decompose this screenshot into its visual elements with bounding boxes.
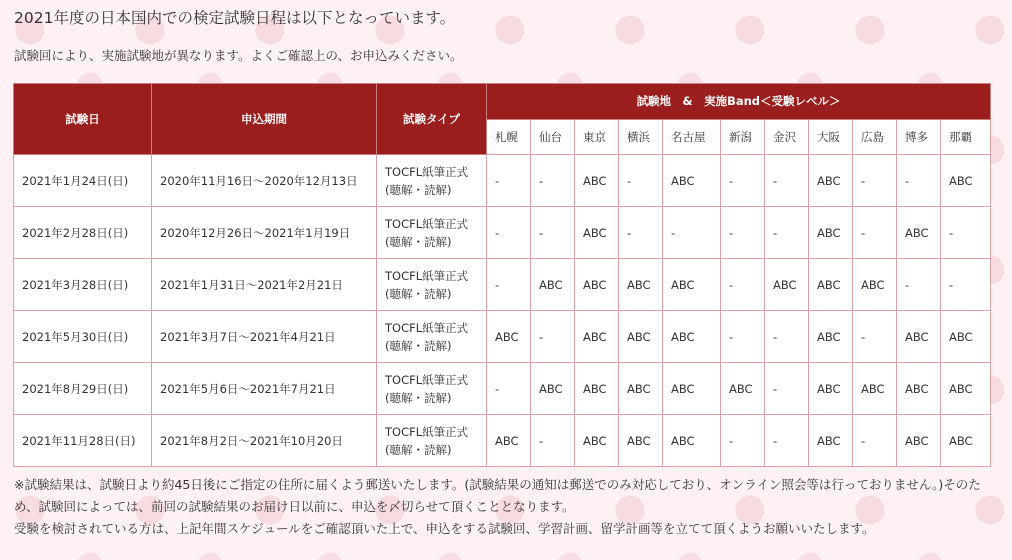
header-location: 金沢 bbox=[765, 119, 809, 155]
intro-text: 試験回により、実施試験地が異なります。よくご確認上の、お申込みください。 bbox=[14, 48, 463, 63]
location-band-cell: ABC bbox=[941, 155, 991, 207]
location-band-cell: - bbox=[765, 207, 809, 259]
table-header bbox=[14, 84, 991, 155]
location-band-cell: ABC bbox=[897, 207, 941, 259]
exam-type-cell bbox=[377, 207, 487, 259]
application-period-cell: 2020年11月16日～2020年12月13日 bbox=[152, 155, 377, 207]
exam-type-cell bbox=[377, 155, 487, 207]
location-band-cell: ABC bbox=[619, 415, 663, 467]
header-location: 仙台 bbox=[531, 119, 575, 155]
exam-date-cell: 2021年1月24日(日) bbox=[14, 155, 152, 207]
location-band-cell: ABC bbox=[853, 259, 897, 311]
header-location: 札幌 bbox=[487, 119, 531, 155]
location-band-cell: ABC bbox=[809, 415, 853, 467]
location-band-cell: - bbox=[531, 311, 575, 363]
location-band-cell: ABC bbox=[531, 259, 575, 311]
location-band-cell: ABC bbox=[663, 259, 721, 311]
exam-type-cell bbox=[377, 363, 487, 415]
table-body bbox=[14, 155, 991, 467]
table-row bbox=[14, 207, 991, 259]
exam-type-name: TOCFL紙筆正式 bbox=[385, 320, 469, 335]
exam-type-sections: (聴解・読解) bbox=[385, 182, 452, 197]
location-band-cell: - bbox=[487, 207, 531, 259]
exam-date-cell: 2021年2月28日(日) bbox=[14, 207, 152, 259]
exam-date-cell: 2021年3月28日(日) bbox=[14, 259, 152, 311]
exam-type-name: TOCFL紙筆正式 bbox=[385, 424, 469, 439]
location-band-cell: - bbox=[853, 415, 897, 467]
location-band-cell: - bbox=[619, 155, 663, 207]
location-band-cell: - bbox=[531, 207, 575, 259]
location-band-cell: ABC bbox=[575, 311, 619, 363]
location-band-cell: ABC bbox=[531, 363, 575, 415]
location-band-cell: ABC bbox=[897, 311, 941, 363]
exam-type-sections: (聴解・読解) bbox=[385, 338, 452, 353]
location-band-cell: ABC bbox=[941, 363, 991, 415]
location-band-cell: - bbox=[897, 155, 941, 207]
location-band-cell: - bbox=[853, 207, 897, 259]
location-band-cell: ABC bbox=[897, 363, 941, 415]
exam-type-sections: (聴解・読解) bbox=[385, 286, 452, 301]
header-exam-type: 試験タイプ bbox=[377, 84, 487, 155]
location-band-cell: - bbox=[721, 311, 765, 363]
location-band-cell: ABC bbox=[721, 363, 765, 415]
table-row bbox=[14, 155, 991, 207]
header-location: 大阪 bbox=[809, 119, 853, 155]
exam-type-sections: (聴解・読解) bbox=[385, 234, 452, 249]
exam-type-cell bbox=[377, 259, 487, 311]
location-band-cell: - bbox=[765, 311, 809, 363]
page-heading: 2021年度の日本国内での検定試験日程は以下となっています。 bbox=[14, 9, 456, 27]
header-application-period: 申込期間 bbox=[152, 84, 377, 155]
location-band-cell: - bbox=[487, 259, 531, 311]
exam-type-name: TOCFL紙筆正式 bbox=[385, 268, 469, 283]
location-band-cell: - bbox=[853, 311, 897, 363]
location-band-cell: - bbox=[721, 259, 765, 311]
location-band-cell: - bbox=[941, 207, 991, 259]
location-band-cell: - bbox=[721, 207, 765, 259]
location-band-cell: ABC bbox=[941, 311, 991, 363]
header-locations-group: 試験地 & 実施Band＜受験レベル＞ bbox=[487, 84, 991, 120]
location-band-cell: ABC bbox=[619, 363, 663, 415]
table-row bbox=[14, 363, 991, 415]
header-location: 広島 bbox=[853, 119, 897, 155]
location-band-cell: ABC bbox=[575, 259, 619, 311]
location-band-cell: - bbox=[721, 155, 765, 207]
application-period-cell: 2021年3月7日～2021年4月21日 bbox=[152, 311, 377, 363]
header-location: 東京 bbox=[575, 119, 619, 155]
location-band-cell: ABC bbox=[663, 155, 721, 207]
application-period-cell: 2021年8月2日～2021年10月20日 bbox=[152, 415, 377, 467]
location-band-cell: - bbox=[487, 363, 531, 415]
location-band-cell: ABC bbox=[487, 311, 531, 363]
location-band-cell: ABC bbox=[619, 259, 663, 311]
table-row bbox=[14, 259, 991, 311]
location-band-cell: ABC bbox=[575, 207, 619, 259]
header-location: 名古屋 bbox=[663, 119, 721, 155]
location-band-cell: ABC bbox=[575, 415, 619, 467]
location-band-cell: ABC bbox=[663, 363, 721, 415]
exam-type-name: TOCFL紙筆正式 bbox=[385, 164, 469, 179]
exam-type-cell bbox=[377, 311, 487, 363]
exam-date-cell: 2021年5月30日(日) bbox=[14, 311, 152, 363]
note-results: ※試験結果は、試験日より約45日後にご指定の住所に届くよう郵送いたします。(試験結果の通知は郵送でのみ対応しており、オンライン照会等は行っておりません。)そのため、試験回によっては、前回の試験結果のお届け日以前に、申込を〆切らせて頂くこととなります。 bbox=[14, 477, 981, 514]
location-band-cell: - bbox=[721, 415, 765, 467]
location-band-cell: - bbox=[941, 259, 991, 311]
location-band-cell: ABC bbox=[809, 311, 853, 363]
header-location: 新潟 bbox=[721, 119, 765, 155]
location-band-cell: - bbox=[531, 415, 575, 467]
location-band-cell: ABC bbox=[619, 311, 663, 363]
location-band-cell: ABC bbox=[897, 415, 941, 467]
location-band-cell: ABC bbox=[487, 415, 531, 467]
exam-type-name: TOCFL紙筆正式 bbox=[385, 216, 469, 231]
location-band-cell: - bbox=[897, 259, 941, 311]
location-band-cell: ABC bbox=[853, 363, 897, 415]
location-band-cell: - bbox=[765, 363, 809, 415]
table-row bbox=[14, 311, 991, 363]
location-band-cell: - bbox=[531, 155, 575, 207]
header-exam-date: 試験日 bbox=[14, 84, 152, 155]
location-band-cell: ABC bbox=[809, 207, 853, 259]
location-band-cell: - bbox=[663, 207, 721, 259]
location-band-cell: ABC bbox=[809, 363, 853, 415]
location-band-cell: - bbox=[619, 207, 663, 259]
location-band-cell: ABC bbox=[663, 311, 721, 363]
exam-schedule-table bbox=[13, 83, 991, 467]
location-band-cell: ABC bbox=[575, 155, 619, 207]
exam-date-cell: 2021年8月29日(日) bbox=[14, 363, 152, 415]
exam-type-sections: (聴解・読解) bbox=[385, 442, 452, 457]
location-band-cell: - bbox=[853, 155, 897, 207]
location-band-cell: - bbox=[487, 155, 531, 207]
header-location: 那覇 bbox=[941, 119, 991, 155]
application-period-cell: 2020年12月26日～2021年1月19日 bbox=[152, 207, 377, 259]
header-location: 博多 bbox=[897, 119, 941, 155]
location-band-cell: ABC bbox=[809, 155, 853, 207]
note-planning: 受験を検討されている方は、上記年間スケジュールをご確認頂いた上で、申込をする試験回、学習計画、留学計画等を立てて頂くようお願いいたします。 bbox=[14, 521, 875, 536]
exam-type-sections: (聴解・読解) bbox=[385, 390, 452, 405]
location-band-cell: ABC bbox=[765, 259, 809, 311]
location-band-cell: ABC bbox=[941, 415, 991, 467]
exam-date-cell: 2021年11月28日(日) bbox=[14, 415, 152, 467]
exam-type-cell bbox=[377, 415, 487, 467]
location-band-cell: - bbox=[765, 155, 809, 207]
application-period-cell: 2021年1月31日～2021年2月21日 bbox=[152, 259, 377, 311]
exam-type-name: TOCFL紙筆正式 bbox=[385, 372, 469, 387]
location-band-cell: ABC bbox=[575, 363, 619, 415]
header-location: 横浜 bbox=[619, 119, 663, 155]
table-row bbox=[14, 415, 991, 467]
location-band-cell: ABC bbox=[809, 259, 853, 311]
notes bbox=[14, 474, 1004, 540]
application-period-cell: 2021年5月6日～2021年7月21日 bbox=[152, 363, 377, 415]
location-band-cell: ABC bbox=[663, 415, 721, 467]
location-band-cell: - bbox=[765, 415, 809, 467]
